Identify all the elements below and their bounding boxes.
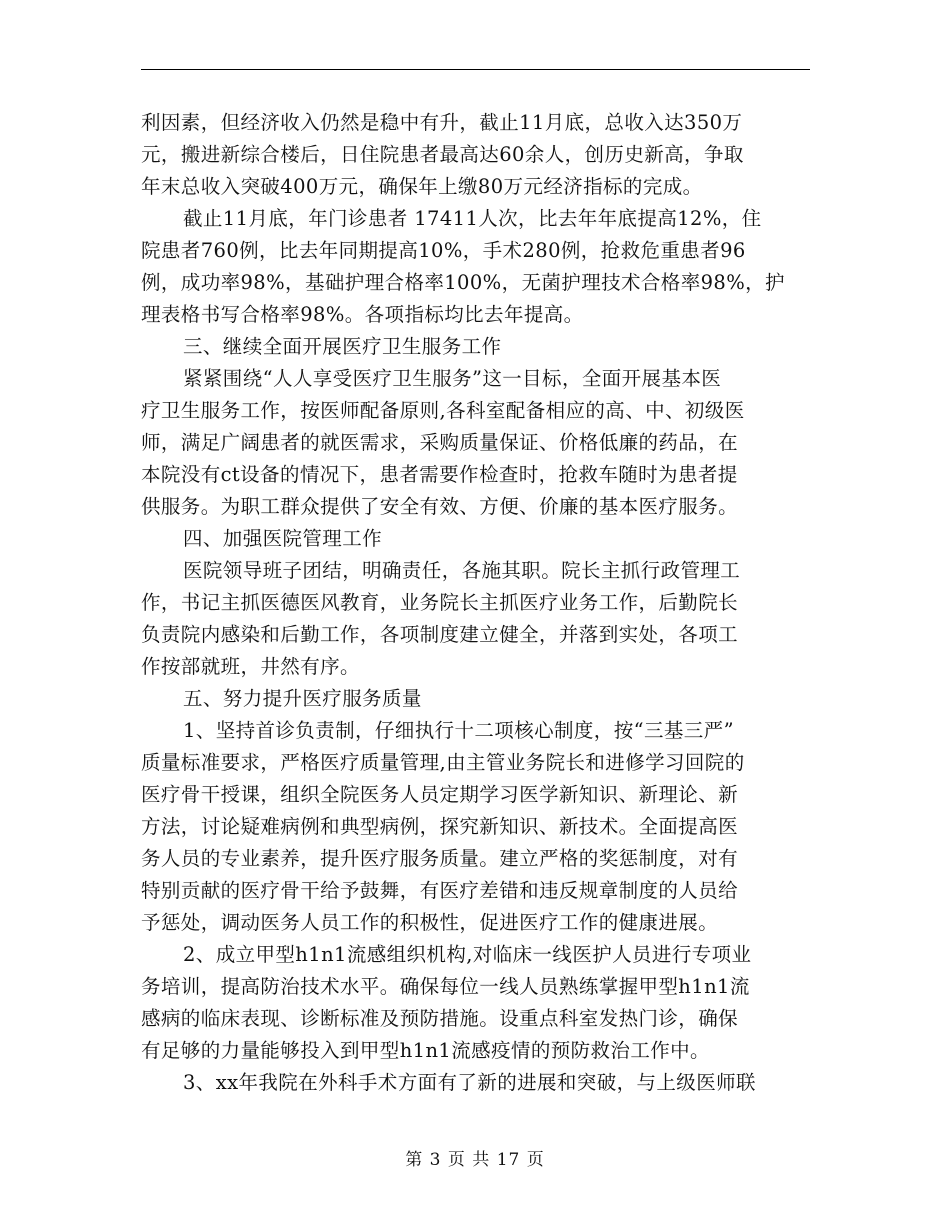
text-line: 负责院内感染和后勤工作，各项制度建立健全，并落到实处，各项工 bbox=[141, 623, 739, 646]
text-line: 截止11月底，年门诊患者 17411人次，比去年年底提高12%，住 bbox=[183, 207, 762, 230]
text-line: 三、继续全面开展医疗卫生服务工作 bbox=[183, 335, 502, 358]
text-line: 作，书记主抓医德医风教育，业务院长主抓医疗业务工作，后勤院长 bbox=[141, 591, 739, 614]
text-line: 五、努力提升医疗服务质量 bbox=[183, 687, 422, 710]
text-line: 利因素，但经济收入仍然是稳中有升，截止11月底，总收入达350万 bbox=[141, 111, 743, 134]
text-line: 质量标准要求，严格医疗质量管理,由主管业务院长和进修学习回院的 bbox=[141, 751, 745, 774]
text-line: 务培训，提高防治技术水平。确保每位一线人员熟练掌握甲型h1n1流 bbox=[141, 975, 750, 998]
text-line: 供服务。为职工群众提供了安全有效、方便、价廉的基本医疗服务。 bbox=[141, 495, 739, 518]
text-line: 理表格书写合格率98%。各项指标均比去年提高。 bbox=[141, 303, 584, 326]
header-rule bbox=[141, 69, 810, 70]
text-line: 例，成功率98%，基础护理合格率100%，无菌护理技术合格率98%，护 bbox=[141, 271, 785, 294]
text-line: 年末总收入突破400万元，确保年上缴80万元经济指标的完成。 bbox=[141, 175, 703, 198]
text-line: 医疗骨干授课，组织全院医务人员定期学习医学新知识、新理论、新 bbox=[141, 783, 739, 806]
text-line: 紧紧围绕“人人享受医疗卫生服务”这一目标，全面开展基本医 bbox=[183, 367, 722, 390]
text-line: 作按部就班，井然有序。 bbox=[141, 655, 360, 678]
text-line: 1、坚持首诊负责制，仔细执行十二项核心制度，按“三基三严” bbox=[183, 719, 734, 742]
text-line: 方法，讨论疑难病例和典型病例，探究新知识、新技术。全面提高医 bbox=[141, 815, 739, 838]
text-line: 师，满足广阔患者的就医需求，采购质量保证、价格低廉的药品，在 bbox=[141, 431, 739, 454]
text-line: 元，搬进新综合楼后，日住院患者最高达60余人，创历史新高，争取 bbox=[141, 143, 744, 166]
text-line: 有足够的力量能够投入到甲型h1n1流感疫情的预防救治工作中。 bbox=[141, 1039, 710, 1062]
text-line: 本院没有ct设备的情况下，患者需要作检查时，抢救车随时为患者提 bbox=[141, 463, 738, 486]
text-line: 四、加强医院管理工作 bbox=[183, 527, 383, 550]
text-line: 3、xx年我院在外科手术方面有了新的进展和突破，与上级医师联 bbox=[183, 1071, 756, 1094]
text-line: 医院领导班子团结，明确责任，各施其职。院长主抓行政管理工 bbox=[183, 559, 741, 582]
page-footer: 第 3 页 共 17 页 bbox=[405, 1150, 545, 1170]
text-line: 予惩处，调动医务人员工作的积极性，促进医疗工作的健康进展。 bbox=[141, 911, 719, 934]
text-line: 院患者760例，比去年同期提高10%，手术280例，抢救危重患者96 bbox=[141, 239, 746, 262]
body-text bbox=[141, 107, 813, 1099]
text-line: 2、成立甲型h1n1流感组织机构,对临床一线医护人员进行专项业 bbox=[183, 943, 752, 966]
text-line: 特别贡献的医疗骨干给予鼓舞，有医疗差错和违反规章制度的人员给 bbox=[141, 879, 739, 902]
text-line: 感病的临床表现、诊断标准及预防措施。设重点科室发热门诊，确保 bbox=[141, 1007, 739, 1030]
text-line: 疗卫生服务工作，按医师配备原则,各科室配备相应的高、中、初级医 bbox=[141, 399, 745, 422]
text-line: 务人员的专业素养，提升医疗服务质量。建立严格的奖惩制度，对有 bbox=[141, 847, 739, 870]
